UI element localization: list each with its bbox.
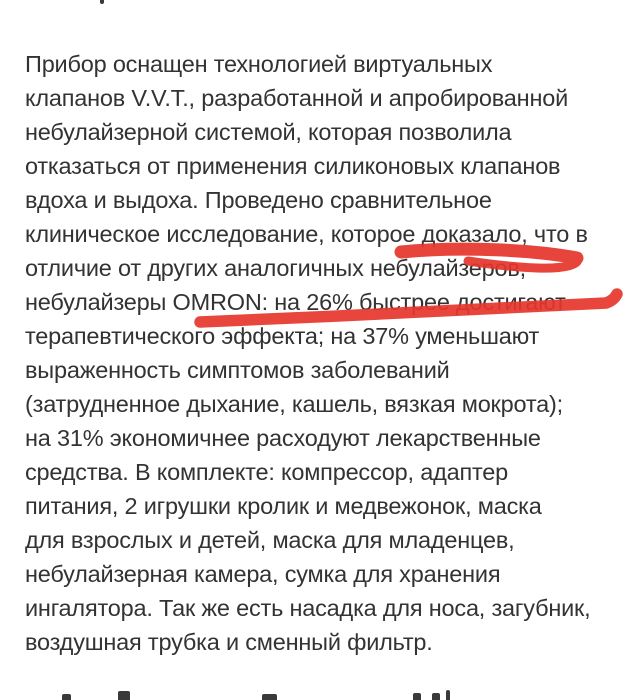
- truncated-text-fragment: [62, 694, 71, 700]
- paragraph-line: на 31% экономичнее расходуют лекарственные: [25, 425, 541, 451]
- paragraph-line: небулайзерной системой, которая позволила: [25, 119, 512, 145]
- paragraph-line: выраженность симптомов заболеваний: [25, 357, 450, 383]
- truncated-text-fragment: [432, 693, 440, 700]
- paragraph-line: ингалятора. Так же есть насадка для носа, загубник,: [25, 595, 591, 621]
- truncated-text-fragment: [446, 690, 450, 700]
- truncated-text-fragment: [413, 693, 421, 700]
- paragraph-line: клапанов V.V.T., разработанной и апробированной: [25, 85, 569, 111]
- paragraph-line: отличие от других аналогичных небулайзеров,: [25, 255, 526, 281]
- paragraph-line: клиническое исследование, которое доказало, что в: [25, 221, 588, 247]
- truncated-text-fragment: [100, 0, 104, 4]
- paragraph-line: отказаться от применения силиконовых клапанов: [25, 153, 561, 179]
- paragraph-line: Прибор оснащен технологией виртуальных: [25, 51, 493, 77]
- paragraph-line: небулайзерная камера, сумка для хранения: [25, 561, 501, 587]
- truncated-text-fragment: [118, 691, 130, 700]
- paragraph-line: небулайзеры OMRON: на 26% быстрее достигают: [25, 289, 566, 315]
- product-description: [25, 47, 630, 659]
- paragraph-line: средства. В комплекте: компрессор, адаптер: [25, 459, 509, 485]
- paragraph-line: терапевтического эффекта; на 37% уменьшают: [25, 323, 540, 349]
- truncated-text-fragment: [262, 694, 277, 700]
- paragraph-line: воздушная трубка и сменный фильтр.: [25, 629, 433, 655]
- paragraph-line: питания, 2 игрушки кролик и медвежонок, маска: [25, 493, 542, 519]
- paragraph-line: (затрудненное дыхание, кашель, вязкая мокрота);: [25, 391, 563, 417]
- paragraph-line: вдоха и выдоха. Проведено сравнительное: [25, 187, 492, 213]
- paragraph-line: для взрослых и детей, маска для младенцев,: [25, 527, 515, 553]
